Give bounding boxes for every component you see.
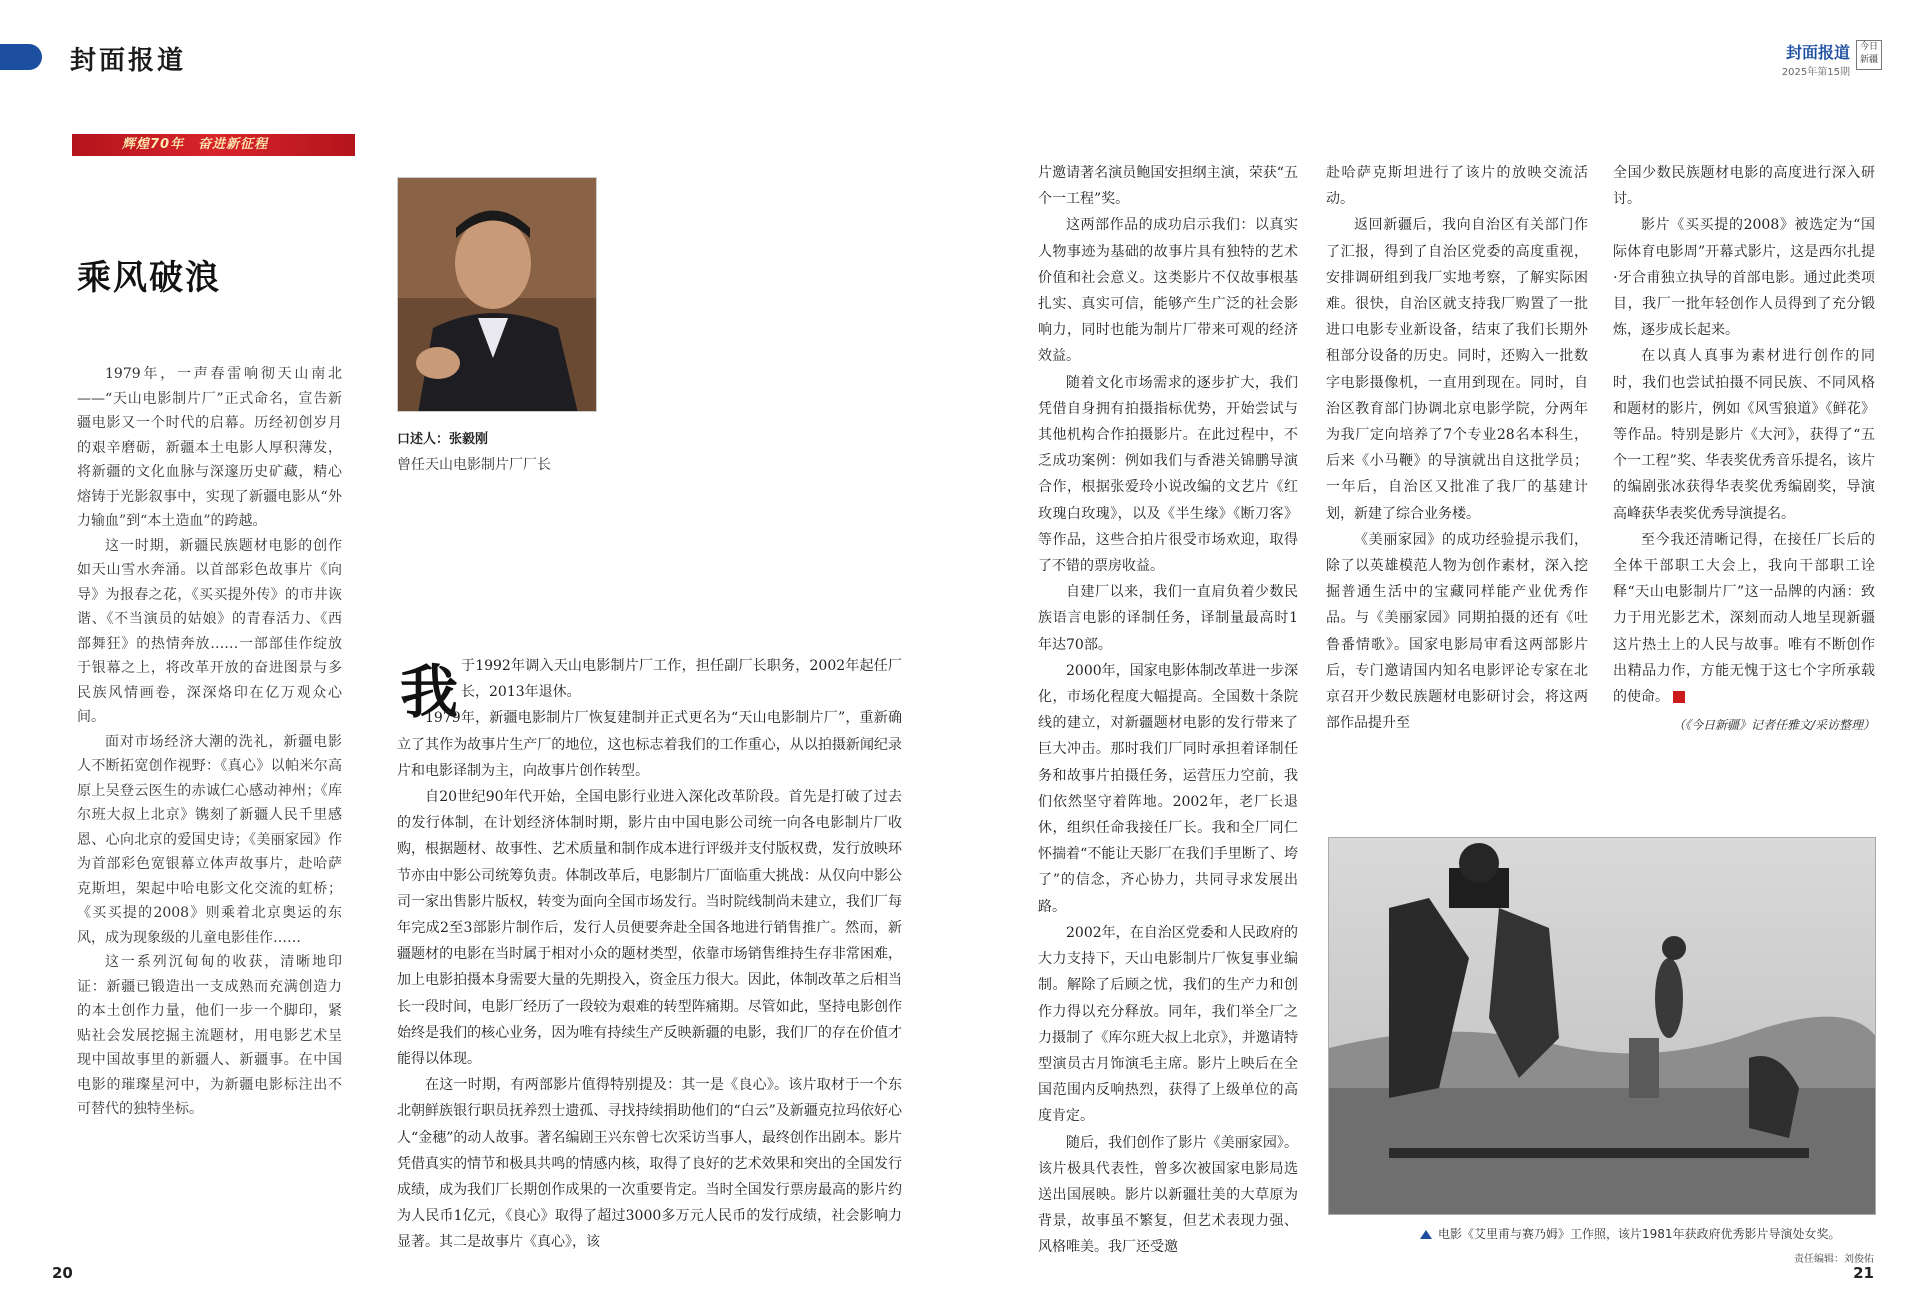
- signoff: （《今日新疆》记者任雅文/采访整理）: [1672, 718, 1875, 733]
- body-paragraph: 在以真人真事为素材进行创作的同时，我们也尝试拍摄不同民族、不同风格和题材的影片，例如《风雪狼道》《鲜花》等作品。特别是影片《大河》，获得了“五个一工程”奖、华表奖优秀音乐提名，该片的编剧张冰获得华表奖优秀编剧奖，导演高峰获华表奖优秀导演提名。: [1613, 348, 1875, 522]
- narrator-role: 曾任天山电影制片厂厂长: [397, 457, 551, 473]
- photo-caption-text: 电影《艾里甫与赛乃姆》工作照，该片1981年获政府优秀影片导演处女奖。: [1438, 1227, 1841, 1241]
- article-title: 乘风破浪: [77, 258, 221, 298]
- dropcap: 我: [400, 658, 459, 726]
- body-paragraph: 《美丽家园》的成功经验提示我们，除了以英雄模范人物为创作素材，深入挖掘普通生活中的宝藏同样能产业优秀作品。与《美丽家园》同期拍摄的还有《吐鲁番情歌》。国家电影局审看这两部影片后，专门邀请国内知名电影评论专家在北京召开少数民族题材电影研讨会，将这两部作品提升至: [1326, 531, 1588, 732]
- intro-column: [77, 362, 342, 1122]
- end-mark-icon: [1673, 691, 1685, 703]
- dropcap-spacer: [397, 653, 461, 705]
- body-paragraph: 至今我还清晰记得，在接任厂长后的全体干部职工大会上，我向干部职工诠释“天山电影制片厂”这一品牌的内涵：致力于用光影艺术，深刻而动人地呈现新疆这片热土上的人民与故事。唯有不断创作出精品力作，方能无愧于这七个字所承载的使命。: [1613, 531, 1875, 706]
- body-column-1: [397, 653, 902, 1256]
- page-number-right: 21: [1853, 1264, 1874, 1282]
- intro-paragraph: 这一时期，新疆民族题材电影的创作如天山雪水奔涌。以首部彩色故事片《向导》为报春之花，《买买提外传》的市井诙谐、《不当演员的姑娘》的青春活力、《西部舞狂》的热情奔放……一部部佳作绽放于银幕之上，将改革开放的奋进图景与多民族风情画卷，深深烙印在亿万观众心间。: [77, 537, 342, 725]
- body-paragraph: 这两部作品的成功启示我们：以真实人物事迹为基础的故事片具有独特的艺术价值和社会意义。这类影片不仅故事根基扎实、真实可信，能够产生广泛的社会影响力，同时也能为制片厂带来可观的经济效益。: [1038, 217, 1298, 365]
- body-paragraph: 于1992年调入天山电影制片厂工作，担任副厂长职务，2002年起任厂长，2013年退休。: [397, 653, 902, 705]
- anniversary-banner: 辉煌70年 奋进新征程: [72, 134, 355, 156]
- body-paragraph: 全国少数民族题材电影的高度进行深入研讨。: [1613, 165, 1875, 208]
- body-paragraph: 影片《买买提的2008》被选定为“国际体育电影周”开幕式影片，这是西尔扎提·牙合甫独立执导的首部电影。通过此类项目，我厂一批年轻创作人员得到了充分锻炼，逐步成长起来。: [1613, 217, 1875, 339]
- body-column-4: [1613, 160, 1875, 738]
- narrator-label: 口述人：张毅刚: [397, 432, 489, 447]
- body-column-2: [1038, 160, 1298, 1261]
- body-paragraph: 自20世纪90年代开始，全国电影行业进入深化改革阶段。首先是打破了过去的发行体制，在计划经济体制时期，影片由中国电影公司统一向各电影制片厂收购，根据题材、故事性、艺术质量和制作成本进行评级并支付版权费，发行放映环节亦由中影公司统筹负责。体制改革后，电影制片厂面临重大挑战：从仅向中影公司一家出售影片版权，转变为面向全国市场发行。当时院线制尚未建立，我们厂每年完成2至3部影片制作后，发行人员便要奔赴全国各地进行销售推广。然而，新疆题材的电影在当时属于相对小众的题材类型，依靠市场销售维持生存非常困难，加上电影拍摄本身需要大量的先期投入，资金压力很大。因此，体制改革之后相当长一段时间，电影厂经历了一段较为艰难的转型阵痛期。尽管如此，坚持电影创作始终是我们的核心业务，因为唯有持续生产反映新疆的电影，我们厂的存在价值才能得以体现。: [397, 789, 902, 1068]
- intro-paragraph: 面对市场经济大潮的洗礼，新疆电影人不断拓宽创作视野：《真心》以帕米尔高原上吴登云医生的赤诚仁心感动神州；《库尔班大叔上北京》镌刻了新疆人民千里感恩、心向北京的爱国史诗；《美丽家园》作为首部彩色宽银幕立体声故事片，赴哈萨克斯坦，架起中哈电影文化交流的虹桥；《买买提的2008》则乘着北京奥运的东风，成为现象级的儿童电影佳作……: [77, 733, 342, 946]
- intro-paragraph: 这一系列沉甸甸的收获，清晰地印证：新疆已锻造出一支成熟而充满创造力的本土创作力量，他们一步一个脚印，紧贴社会发展挖掘主流题材，用电影艺术呈现中国故事里的新疆人、新疆事。在中国电影的璀璨星河中，为新疆电影标注出不可替代的独特坐标。: [77, 954, 342, 1117]
- intro-paragraph: 1979年，一声春雷响彻天山南北——“天山电影制片厂”正式命名，宣告新疆电影又一个时代的启幕。历经初创岁月的艰辛磨砺，新疆本土电影人厚积薄发，将新疆的文化血脉与深邃历史矿藏，精心熔铸于光影叙事中，实现了新疆电影从“外力输血”到“本土造血”的跨越。: [77, 366, 342, 529]
- issue-label: 2025年第15期: [1781, 67, 1850, 78]
- body-paragraph: 赴哈萨克斯坦进行了该片的放映交流活动。: [1326, 165, 1588, 208]
- body-paragraph: 随后，我们创作了影片《美丽家园》。该片极具代表性，曾多次被国家电影局选送出国展映。影片以新疆壮美的大草原为背景，故事虽不繁复，但艺术表现力强、风格唯美。我厂还受邀: [1038, 1134, 1298, 1256]
- body-paragraph: 随着文化市场需求的逐步扩大，我们凭借自身拥有拍摄指标优势，开始尝试与其他机构合作拍摄影片。在此过程中，不乏成功案例：例如我们与香港关锦鹏导演合作，根据张爱玲小说改编的文艺片《红玫瑰白玫瑰》，以及《半生缘》《断刀客》等作品，这些合拍片很受市场欢迎，取得了不错的票房收益。: [1038, 374, 1298, 575]
- photo-caption: [1420, 1225, 1841, 1242]
- body-paragraph: 2002年，在自治区党委和人民政府的大力支持下，天山电影制片厂恢复事业编制。解除了后顾之忧，我们的生产力和创作力得以充分释放。同年，我们举全厂之力摄制了《库尔班大叔上北京》，并邀请特型演员古月饰演毛主席。影片上映后在全国范围内反响热烈，获得了上级单位的高度肯定。: [1038, 924, 1298, 1125]
- section-tab-marker: [0, 44, 42, 70]
- body-paragraph: 返回新疆后，我向自治区有关部门作了汇报，得到了自治区党委的高度重视，安排调研组到我厂实地考察，了解实际困难。很快，自治区就支持我厂购置了一批进口电影专业新设备，结束了我们长期外租部分设备的历史。同时，还购入一批数字电影摄像机，一直用到现在。同时，自治区教育部门协调北京电影学院，分两年为我厂定向培养了7个专业28名本科生，后来《小马鞭》的导演就出自这批学员；一年后，自治区又批准了我厂的基建计划，新建了综合业务楼。: [1326, 217, 1588, 522]
- narrator-portrait: [397, 177, 597, 412]
- header-right: [1782, 40, 1850, 78]
- body-paragraph: 自建厂以来，我们一直肩负着少数民族语言电影的译制任务，译制量最高时1年达70部。: [1038, 584, 1298, 653]
- page-number-left: 20: [52, 1264, 73, 1282]
- magazine-logo: 今日新疆: [1856, 40, 1882, 70]
- section-title-left: 封面报道: [70, 46, 187, 76]
- triangle-icon: [1420, 1230, 1432, 1239]
- body-paragraph: 片邀请著名演员鲍国安担纲主演，荣获“五个一工程”奖。: [1038, 165, 1298, 208]
- body-paragraph: 在这一时期，有两部影片值得特别提及：其一是《良心》。该片取材于一个东北朝鲜族银行职员抚养烈士遗孤、寻找持续捐助他们的“白云”及新疆克拉玛依好心人“金穗”的动人故事。著名编剧王兴东曾七次采访当事人，最终创作出剧本。影片凭借真实的情节和极具共鸣的情感内核，取得了良好的艺术效果和突出的全国发行成绩，成为我们厂长期创作成果的一次重要肯定。当时全国发行票房最高的影片约为人民币1亿元，《良心》取得了超过3000多万元人民币的发行成绩，社会影响力显著。其二是故事片《真心》，该: [397, 1077, 902, 1251]
- film-set-photo: [1328, 837, 1876, 1215]
- body-paragraph: 1979年，新疆电影制片厂恢复建制并正式更名为“天山电影制片厂”，重新确立了其作为故事片生产厂的地位，这也标志着我们的工作重心，从以拍摄新闻纪录片和电影译制为主，向故事片创作转型。: [397, 710, 902, 779]
- body-paragraph: 2000年，国家电影体制改革进一步深化，市场化程度大幅提高。全国数十条院线的建立，对新疆题材电影的发行带来了巨大冲击。那时我们厂同时承担着译制任务和故事片拍摄任务，运营压力空前，我们依然坚守着阵地。2002年，老厂长退休，组织任命我接任厂长。我和全厂同仁怀揣着“不能让天影厂在我们手里断了、垮了”的信念，齐心协力，共同寻求发展出路。: [1038, 662, 1298, 915]
- section-title-right: 封面报道: [1785, 43, 1850, 62]
- body-column-3: [1326, 160, 1588, 736]
- editor-credit: 责任编辑：刘俊佑: [1794, 1254, 1874, 1265]
